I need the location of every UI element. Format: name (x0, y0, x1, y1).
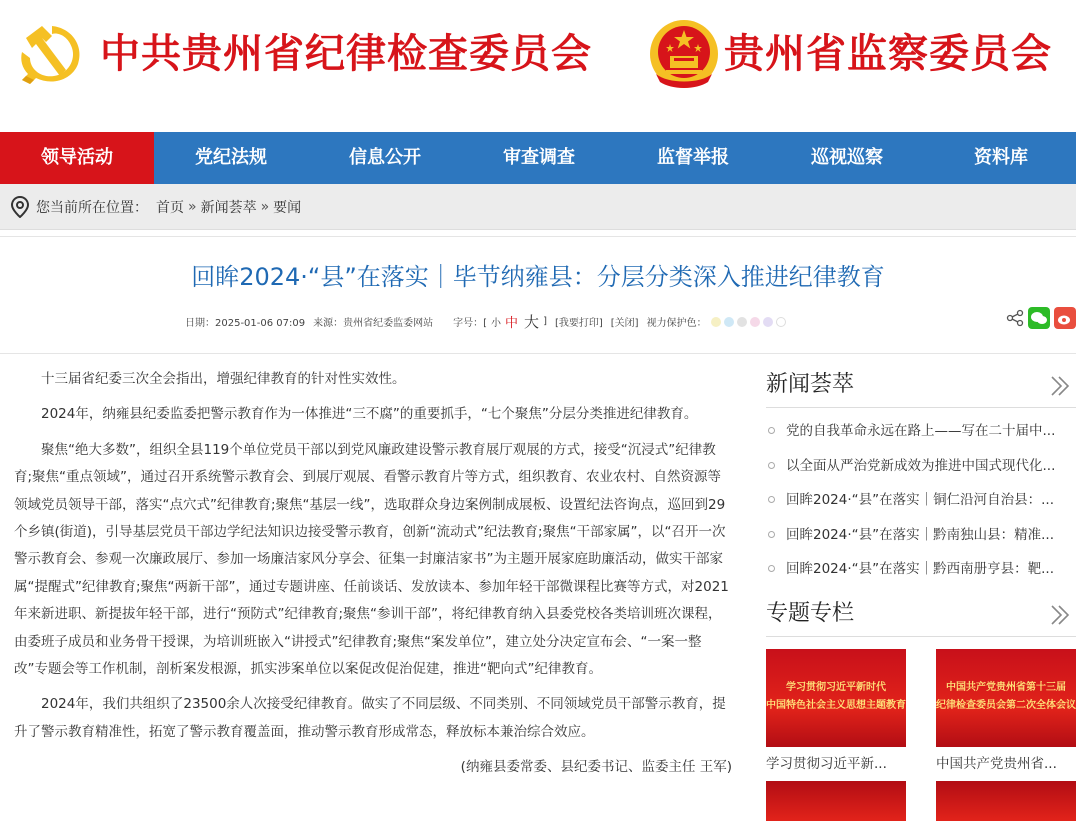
eye-color-swatch[interactable] (763, 317, 773, 327)
print-link[interactable]: [我要打印] (554, 318, 603, 329)
news-list (766, 408, 1076, 587)
breadcrumb-home[interactable]: 首页 (156, 199, 184, 216)
weibo-icon[interactable] (1054, 307, 1076, 329)
article-title: 回眸2024·“县”在落实｜毕节纳雍县：分层分类深入推进纪律教育 (191, 263, 885, 291)
bullet-icon (768, 496, 775, 503)
article-date: 日期：2025-01-06 07:09 (185, 318, 306, 329)
topic-card[interactable] (766, 649, 906, 781)
article-signature: (纳雍县委常委、县纪委书记、监委主任 王军) (460, 759, 732, 776)
topics-section-header (766, 591, 1076, 637)
hammer-sickle-icon (12, 20, 88, 90)
nav-item-report[interactable]: 监督举报 (657, 147, 729, 168)
topic-banner (936, 781, 1076, 821)
eye-color-swatch[interactable] (711, 317, 721, 327)
share-bar (1006, 307, 1076, 329)
breadcrumb-label: 您当前所在位置： (36, 199, 148, 216)
breadcrumb-important[interactable]: 要闻 (273, 199, 302, 216)
news-list-item[interactable] (766, 552, 1076, 587)
news-list-item[interactable] (766, 414, 1076, 449)
news-item-text: 以全面从严治党新成效为推进中国式现代化... (786, 457, 1056, 474)
topic-banner-text: 学习贯彻习近平新时代 中国特色社会主义思想主题教育 (766, 681, 906, 711)
nav-item-investigation[interactable]: 审查调查 (503, 147, 575, 168)
news-section-header (766, 362, 1076, 408)
news-item-text: 回眸2024·“县”在落实｜黔西南册亨县：靶... (786, 561, 1055, 577)
article-paragraph: 十三届省纪委三次全会指出，增强纪律教育的针对性实效性。 (41, 371, 406, 387)
nav-item-inspection[interactable]: 巡视巡察 (811, 147, 883, 168)
location-pin-icon (10, 196, 30, 218)
main-nav (0, 132, 1076, 184)
topic-label: 学习贯彻习近平新... (766, 755, 887, 772)
nav-item-library[interactable]: 资料库 (974, 147, 1028, 168)
topics-grid-row2 (766, 781, 1076, 821)
topic-banner (766, 781, 906, 821)
article-meta (185, 311, 789, 332)
double-chevron-right-icon[interactable] (1048, 374, 1072, 398)
share-icon[interactable] (1006, 309, 1024, 327)
site-header (0, 0, 1080, 132)
article-header (0, 236, 1076, 354)
eye-color-swatch[interactable] (737, 317, 747, 327)
org-name-supervision: 贵州省监察委员会 (724, 31, 1052, 77)
nav-item-disclosure[interactable]: 信息公开 (349, 147, 421, 168)
sidebar (766, 362, 1076, 821)
eye-color-swatch[interactable] (776, 317, 786, 327)
article-paragraph: 2024年，我们共组织了23500余人次接受纪律教育。做实了不同层级、不同类别、不同领域党员干部警示教育，提升了警示教育精准性，拓宽了警示教育覆盖面，推动警示教育形成常态，释放标本兼治综合效应。 (14, 696, 726, 740)
breadcrumb (0, 184, 1076, 230)
org-name-discipline: 中共贵州省纪律检查委员会 (100, 31, 592, 77)
topic-card[interactable] (936, 781, 1076, 821)
font-size-small[interactable]: 小 (491, 318, 502, 329)
nav-item-regulations[interactable]: 党纪法规 (195, 147, 267, 168)
news-item-text: 党的自我革命永远在路上——写在二十届中... (786, 423, 1056, 439)
font-size-large[interactable]: 大 (524, 313, 540, 331)
eye-color-swatch[interactable] (724, 317, 734, 327)
news-list-item[interactable] (766, 483, 1076, 518)
eye-care-label: 视力保护色： (646, 318, 707, 329)
article-paragraph: 2024年，纳雍县纪委监委把警示教育作为一体推进“三不腐”的重要抓手，“七个聚焦”分层分类推进纪律教育。 (41, 406, 698, 423)
news-list-item[interactable] (766, 449, 1076, 484)
topics-section-title: 专题专栏 (766, 600, 855, 626)
wechat-icon[interactable] (1028, 307, 1050, 329)
topic-banner (766, 649, 906, 747)
topic-card[interactable] (766, 781, 906, 821)
font-size-label: 字号：[ (453, 318, 488, 329)
eye-color-swatch[interactable] (750, 317, 760, 327)
bullet-icon (768, 427, 775, 434)
topic-banner-text: 中国共产党贵州省第十三届 纪律检查委员会第二次全体会议 (936, 681, 1076, 711)
topic-banner (936, 649, 1076, 747)
national-emblem-icon (648, 18, 720, 90)
bullet-icon (768, 565, 775, 572)
article-paragraph: 聚焦“绝大多数”，组织全县119个单位党员干部以到党风廉政建设警示教育展厅观展的方式，接受“沉浸式”纪律教育;聚焦“重点领域”，通过召开系统警示教育会、到展厅观展、看警示教育片等方式，组织教育、农业农村、自然资源等领域党员领导干部，落实“点穴式”纪律教育;聚焦“基层一线”，选取群众身边案例制成展板、设置纪法咨询点，巡回到29个乡镇(街道)，引导基层党员干部边学纪法知识边接受警示教育，创新“流动式”纪法教育;聚焦“干部家属”，以“召开一次警示教育会、参观一次廉政展厅、参加一场廉洁家风分享会、征集一封廉洁家书”为主题开展家庭助廉活动，做实干部家属“提醒式”纪律教育;聚焦“两新干部”，通过专题讲座、任前谈话、发放读本、参加年轻干部微课程比赛等方式，对2021年来新进职、新提拔年轻干部，进行“预防式”纪律教育;聚焦“参训干部”，将纪律教育纳入县委党校各类培训班次课程，由委班子成员和业务骨干授课，为培训班嵌入“讲授式”纪律教育;聚焦“案发单位”，建立处分决定宣布会、“一案一整改”专题会等工作机制，剖析案发根源，抓实涉案单位以案促改促治促建，推进“靶向式”纪律教育。 (14, 441, 729, 678)
article-source: 来源：贵州省纪委监委网站 (313, 318, 434, 329)
close-link[interactable]: [关闭] (610, 318, 639, 329)
topic-card[interactable] (936, 649, 1076, 781)
double-chevron-right-icon[interactable] (1048, 603, 1072, 627)
news-item-text: 回眸2024·“县”在落实｜铜仁沿河自治县：... (786, 492, 1055, 508)
bullet-icon (768, 531, 775, 538)
breadcrumb-news[interactable]: 新闻荟萃 (200, 199, 257, 216)
article-body (14, 366, 732, 790)
breadcrumb-sep: » (260, 198, 270, 215)
topic-label: 中国共产党贵州省... (936, 755, 1057, 772)
news-item-text: 回眸2024·“县”在落实｜黔南独山县：精准... (786, 526, 1055, 543)
bullet-icon (768, 462, 775, 469)
breadcrumb-sep: » (188, 198, 197, 215)
topics-grid (766, 637, 1076, 781)
news-section-title: 新闻荟萃 (766, 372, 855, 397)
font-size-close-bracket: ] (543, 316, 547, 327)
font-size-medium[interactable]: 中 (505, 316, 519, 331)
news-list-item[interactable] (766, 518, 1076, 553)
nav-item-leadership[interactable]: 领导活动 (0, 132, 154, 184)
